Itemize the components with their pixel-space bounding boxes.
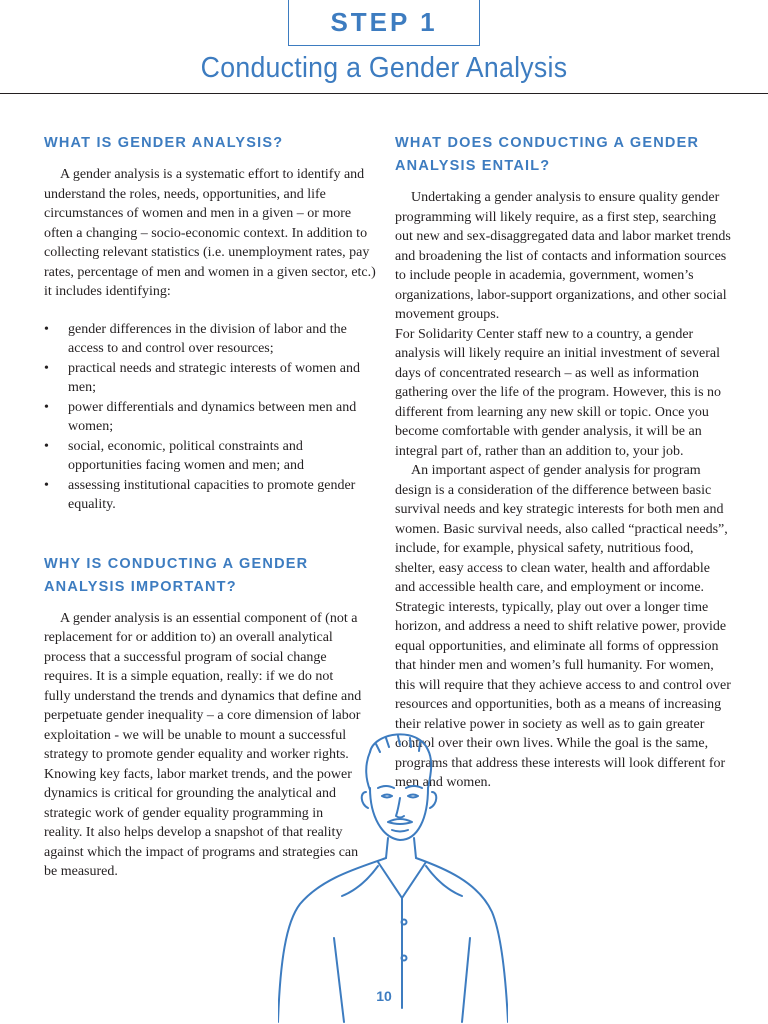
page-title: Conducting a Gender Analysis [200,52,568,84]
title-divider [0,93,768,94]
paragraph-entails-2: For Solidarity Center staff new to a country, a gender analysis will likely require an initial investment of several days of concentrated research – as well as information gathering over the life of the program. However, this is no different from learning any new skill or topic. Once you become comfortable with gender analysis, it will be an integral part of, rather than an addition to, your job. [395,326,722,459]
man-portrait-illustration [278,722,508,1024]
bullet-icon: • [44,399,49,415]
paragraph-why-important: A gender analysis is an essential component of (not a replacement for or addition to) an overall analytical process that a successful program of social change requires. It is a simple equation, really: if we do not fully understand the trends and dynamics that define and perpetuate gender inequality – a core dimension of labor exploitation - we will be unable to mount a successful strategy to promote gender equality and worker rights. Knowing key facts, labor market trends, and the power dynamics is critical for grounding the analytical and strategic work of gender equality programming in reality. It also helps develop a snapshot of that reality against which the impact of programs and strategies can be measured. [44,610,362,879]
page-number: 10 [376,988,392,1004]
bullet-icon: • [44,360,49,376]
section-heading-what-entails: WHAT DOES CONDUCTING A GENDER ANALYSIS ENTAIL? [395,135,700,174]
list-item-text: practical needs and strategic interests of women and men; [68,360,360,395]
paragraph-entails-1: Undertaking a gender analysis to ensure quality gender programming will likely require, as a first step, searching out new and sex-disaggregated data and labor market trends and broadening the list of contacts and information sources to include people in academia, government, women’s organizations, labor-support organizations, and other social movement groups. [395,190,731,322]
list-item [44,320,380,359]
right-column [395,132,731,793]
paragraph-entails-3: An important aspect of gender analysis for program design is a consideration of the difference between basic survival needs and key strategic interests for both men and women. Basic survival needs, also called “practical needs”, include, for example, physical safety, nutritious food, shelter, easy access to clean water, health and affordable and accessible health care, and employment or income. Strategic interests, typically, play out over a longer time horizon, and address a need to shift relative power, provide equal opportunities, and eliminate all forms of oppression that hinder men and women’s full humanity. For women, this will require that they achieve access to and control over resources and opportunities, both as a means of increasing their relative power in society as well as to gain greater control over their own lives. While the goal is the same, programs that address these interests will look different for men and women. [395,463,731,790]
section-heading-why-important: WHY IS CONDUCTING A GENDER ANALYSIS IMPORTANT? [44,555,309,595]
list-item [44,359,380,398]
list-item-text: assessing institutional capacities to promote gender equality. [68,477,356,512]
bullet-list [44,320,380,515]
list-item [44,398,380,437]
step-label: STEP 1 [330,7,438,37]
step-box [288,0,480,46]
bullet-icon: • [44,477,49,493]
bullet-icon: • [44,438,49,454]
list-item-text: social, economic, political constraints and opportunities facing women and men; and [68,438,304,473]
list-item [44,437,380,476]
list-item-text: power differentials and dynamics between men and women; [68,399,357,434]
list-item-text: gender differences in the division of labor and the access to and control over resources; [68,321,347,356]
paragraph-what-is: A gender analysis is a systematic effort to identify and understand the roles, needs, opportunities, and life circumstances of women and men in a given – or more often a changing – socio-economic context. In addition to collecting relevant statistics (i.e. unemployment rates, pay rates, percentage of men and women in a given sector, etc.) it includes identifying: [44,167,376,299]
bullet-icon: • [44,321,49,337]
list-item [44,476,380,515]
section-heading-what-is: WHAT IS GENDER ANALYSIS? [44,135,284,151]
